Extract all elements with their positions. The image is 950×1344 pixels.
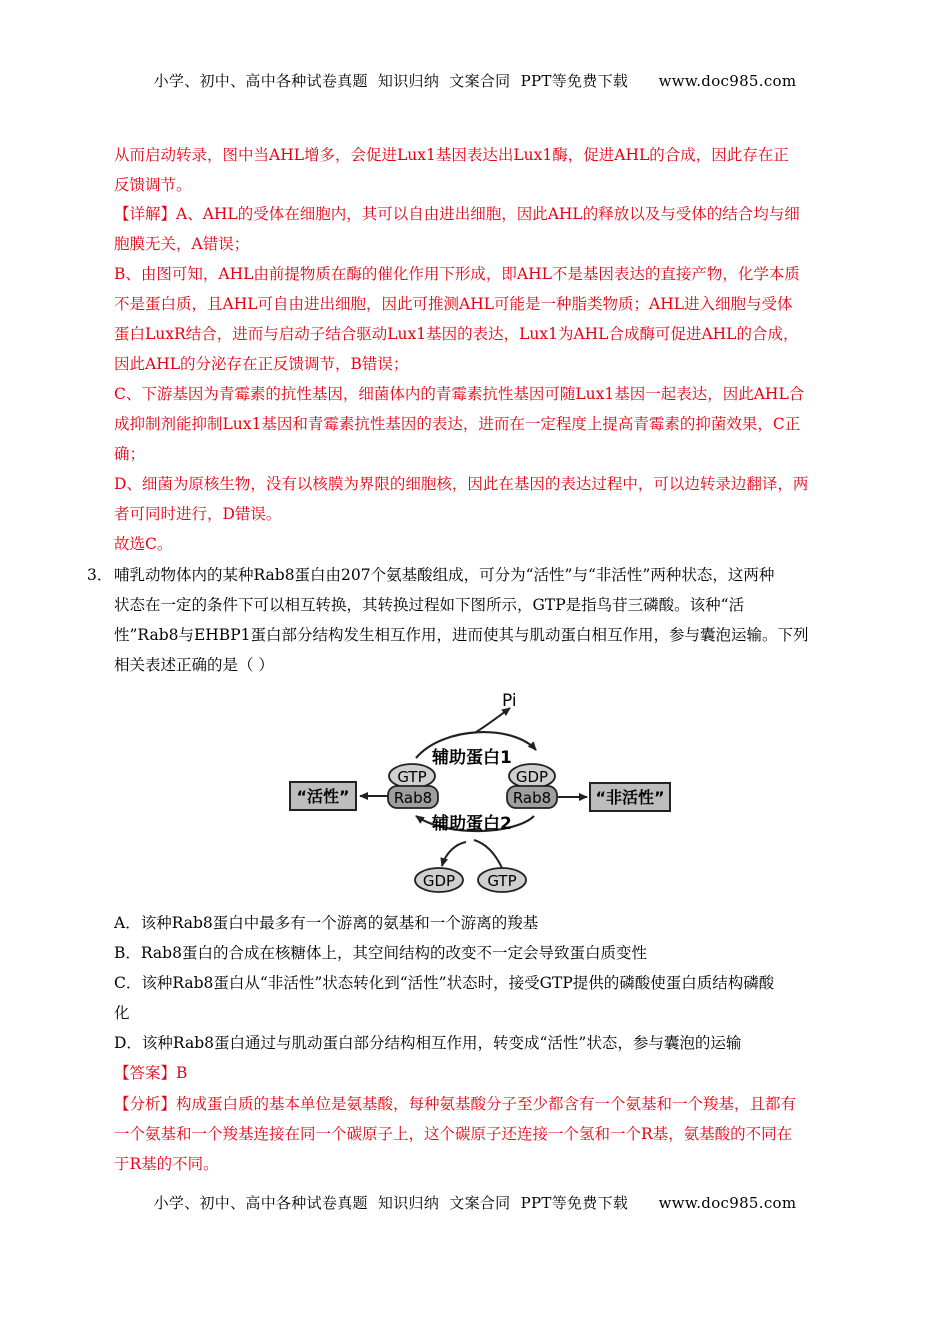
prev-line: 从而启动转录，图中当AHL增多，会促进Lux1基因表达出Lux1酶，促进AHL的合成，因此存在正 bbox=[114, 146, 789, 164]
gtp-label: GTP bbox=[397, 768, 427, 786]
question-stem-line: 相关表述正确的是（ ） bbox=[114, 656, 274, 674]
gtp-in-arrow bbox=[474, 840, 502, 868]
helper-protein-2-label: 辅助蛋白2 bbox=[432, 814, 512, 834]
prev-line: 者可同时进行，D错误。 bbox=[114, 505, 282, 523]
prev-line: 故选C。 bbox=[114, 535, 173, 553]
analysis-line: 一个氨基和一个羧基连接在同一个碳原子上，这个碳原子还连接一个氢和一个R基，氨基酸的不同在 bbox=[114, 1125, 793, 1143]
question-stem-line: 性”Rab8与EHBP1蛋白部分结构发生相互作用，进而使其与肌动蛋白相互作用，参与囊泡运输。下列 bbox=[114, 626, 809, 644]
pi-label: Pi bbox=[502, 691, 517, 711]
page-footer: 小学、初中、高中各种试卷真题 知识归纳 文案合同 PPT等免费下载 www.doc985.com bbox=[153, 1194, 797, 1212]
page-header: 小学、初中、高中各种试卷真题 知识归纳 文案合同 PPT等免费下载 www.doc985.com bbox=[153, 72, 797, 90]
helper-protein-1-label: 辅助蛋白1 bbox=[432, 748, 512, 768]
pi-release-arrow bbox=[476, 708, 510, 732]
prev-line: D、细菌为原核生物，没有以核膜为界限的细胞核，因此在基因的表达过程中，可以边转录边翻译，两 bbox=[114, 475, 809, 493]
question-number: 3． bbox=[87, 566, 113, 584]
gdp-out-arrow bbox=[442, 842, 466, 866]
active-state-label: “活性” bbox=[296, 787, 350, 806]
prev-line: 确； bbox=[114, 445, 146, 463]
option-c-cont: 化 bbox=[114, 1004, 130, 1022]
gdp-label: GDP bbox=[515, 768, 549, 786]
option-c: C．该种Rab8蛋白从“非活性”状态转化到“活性”状态时，接受GTP提供的磷酸使蛋白质结构磷酸 bbox=[114, 974, 775, 992]
option-a: A．该种Rab8蛋白中最多有一个游离的氨基和一个游离的羧基 bbox=[114, 914, 539, 932]
prev-line: C、下游基因为青霉素的抗性基因，细菌体内的青霉素抗性基因可随Lux1基因一起表达，因此AHL合 bbox=[114, 385, 805, 403]
prev-line: 成抑制剂能抑制Lux1基因和青霉素抗性基因的表达，进而在一定程度上提高青霉素的抑菌效果，C正 bbox=[114, 415, 801, 433]
analysis-line: 于R基的不同。 bbox=[114, 1155, 219, 1173]
prev-line: 反馈调节。 bbox=[114, 176, 192, 194]
question-stem-line: 状态在一定的条件下可以相互转换，其转换过程如下图所示，GTP是指鸟苷三磷酸。该种“活 bbox=[114, 596, 745, 614]
gdp-label: GDP bbox=[422, 872, 456, 890]
prev-line: 蛋白LuxR结合，进而与启动子结合驱动Lux1基因的表达，Lux1为AHL合成酶可促进AHL的合成， bbox=[114, 325, 799, 343]
answer-line: 【答案】B bbox=[114, 1064, 188, 1082]
prev-line: 胞膜无关，A错误； bbox=[114, 235, 250, 253]
prev-line: 【详解】A、AHL的受体在细胞内，其可以自由进出细胞，因此AHL的释放以及与受体的结合均与细 bbox=[114, 205, 800, 223]
prev-line: 不是蛋白质，且AHL可自由进出细胞，因此可推测AHL可能是一种脂类物质；AHL进入细胞与受体 bbox=[114, 295, 793, 313]
question-stem-line: 哺乳动物体内的某种Rab8蛋白由207个氨基酸组成，可分为“活性”与“非活性”两种状态，这两种 bbox=[114, 566, 775, 584]
analysis-line: 【分析】构成蛋白质的基本单位是氨基酸，每种氨基酸分子至少都含有一个氨基和一个羧基，且都有 bbox=[114, 1095, 797, 1113]
prev-line: 因此AHL的分泌存在正反馈调节，B错误； bbox=[114, 355, 409, 373]
gtp-label: GTP bbox=[487, 872, 517, 890]
rab8-conversion-diagram bbox=[288, 686, 688, 896]
rab8-label: Rab8 bbox=[393, 789, 433, 807]
rab8-label: Rab8 bbox=[512, 789, 552, 807]
prev-line: B、由图可知，AHL由前提物质在酶的催化作用下形成，即AHL不是基因表达的直接产物，化学本质 bbox=[114, 265, 800, 283]
option-b: B．Rab8蛋白的合成在核糖体上，其空间结构的改变不一定会导致蛋白质变性 bbox=[114, 944, 647, 962]
inactive-state-label: “非活性” bbox=[595, 788, 665, 807]
option-d: D．该种Rab8蛋白通过与肌动蛋白部分结构相互作用，转变成“活性”状态，参与囊泡的运输 bbox=[114, 1034, 742, 1052]
